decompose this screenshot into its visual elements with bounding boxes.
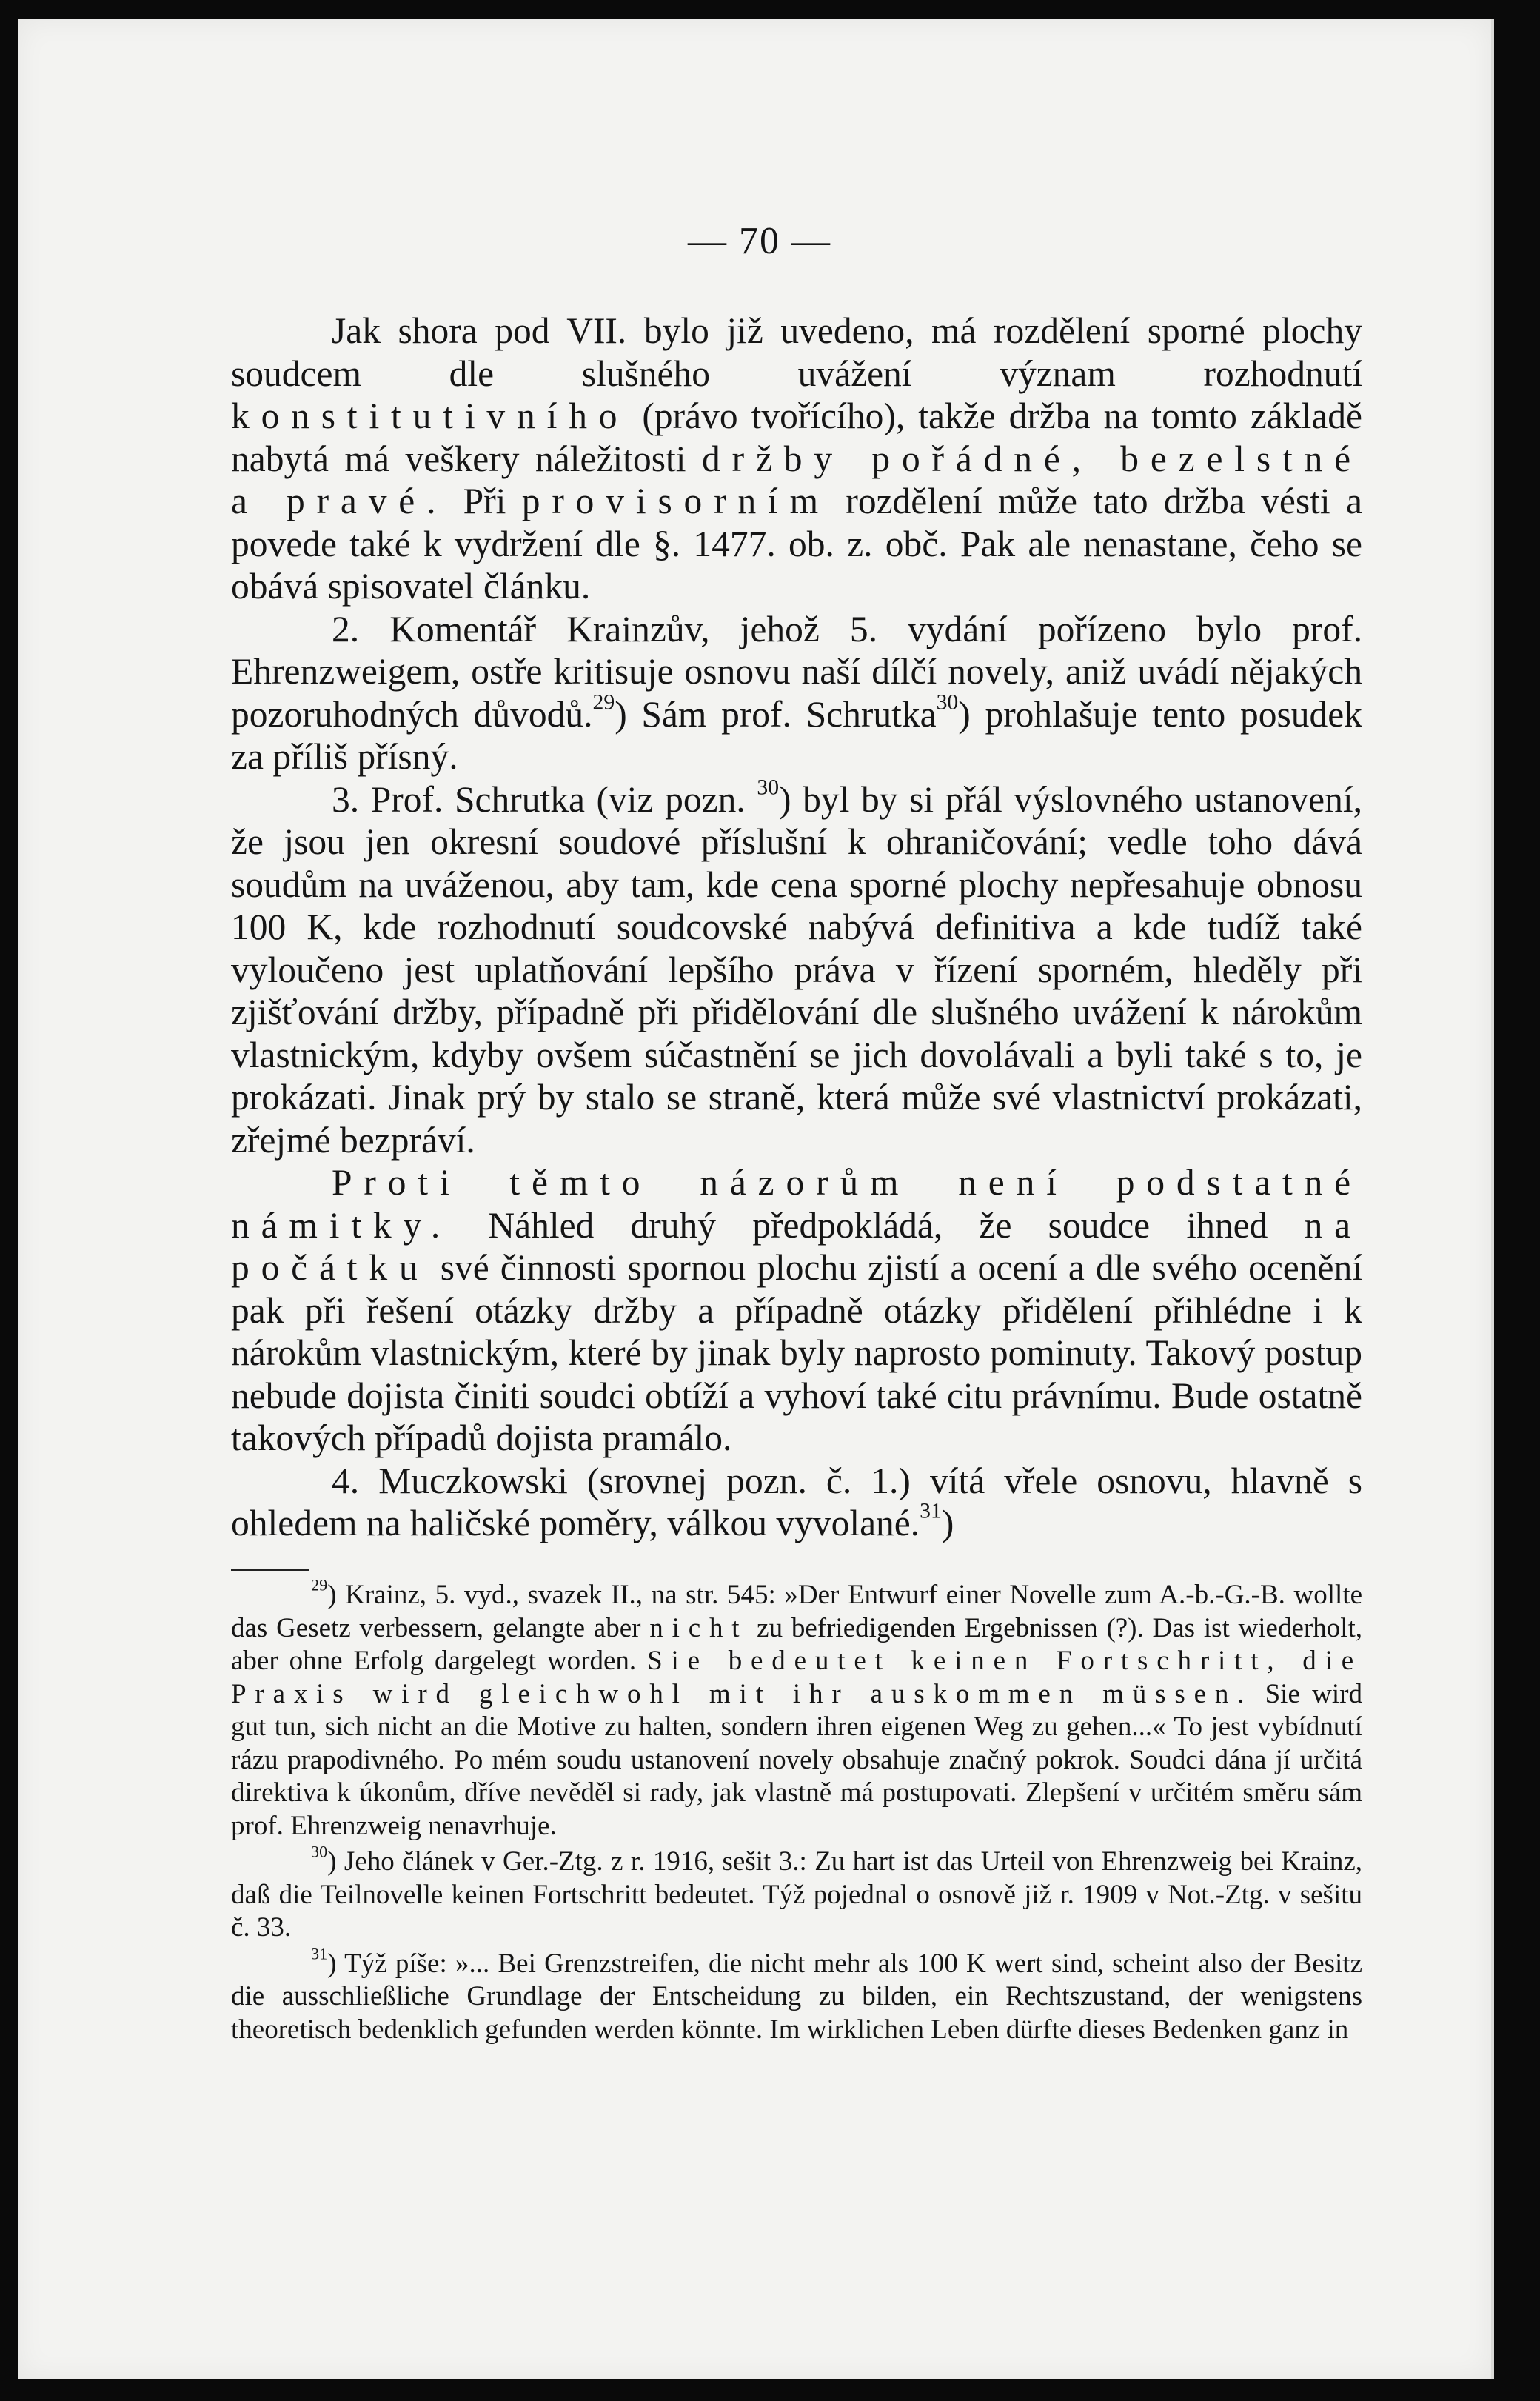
- footnote-ref-30b: 30: [757, 775, 780, 799]
- paragraph-5: 4. Muczkowski (srovnej pozn. č. 1.) vítá vřele osnovu, hlavně s ohledem na haličské poměry, válkou vyvolané.$^{31}$): [231, 1460, 1362, 1543]
- footnote-separator: [231, 1569, 309, 1571]
- paragraph-2: 2. Komentář Krainzův, jehož 5. vydání pořízeno bylo prof. Ehrenzweigem, ostře kritisuje osnovu naší dílčí novely, aniž uvádí nějakých pozoruhodných důvodů.$^{29}$) Sám prof. Schrutka$^{30}$) prohlašuje tento posudek za příliš přísný.: [231, 608, 1362, 777]
- footnote-31: $^{31}$) Týž píše: »... Bei Grenzstreifen, die nicht mehr als 100 K wert sind, scheint also der Besitz die ausschließliche Grundlage der Entscheidung zu bilden, ein Rechtszustand, der wenigstens theoretisch bedenklich gefunden werden könnte. Im wirklichen Leben dürfte dieses Bedenken ganz in: [231, 1943, 1362, 2045]
- page-edge: [1491, 19, 1494, 2379]
- page-number: — 70 —: [688, 220, 831, 262]
- main-text: [231, 310, 1362, 1545]
- footnote-30: $^{30}$) Jeho článek v Ger.-Ztg. z r. 1916, sešit 3.: Zu hart ist das Urteil von Ehrenzweig bei Krainz, daß die Teilnovelle keinen Fortschritt bedeutet. Týž pojednal o osnově již r. 1909 v Not.-Ztg. v sešitu č. 33.: [231, 1842, 1362, 1943]
- paragraph-4: Proti těmto názorům není podstatné námitky. Náhled druhý předpokládá, že soudce ihned na počátku své činnosti spornou plochu zjistí a ocení a dle svého ocenění pak při řešení otázky držby a případně otázky přidělení přihlédne i k nárokům vlastnickým, které by jinak byly naprosto pominuty. Takový postup nebude dojista činiti soudci obtíží a vyhoví také citu právnímu. Bude ostatně takových případů dojista pramálo.: [231, 1162, 1362, 1458]
- footnotes: [231, 1575, 1363, 2046]
- footnote-ref-29: 29: [592, 689, 615, 714]
- footnote-ref-30: 30: [936, 689, 959, 714]
- paragraph-1: Jak shora pod VII. bylo již uvedeno, má rozdělení sporné plochy soudcem dle slušného uvážení význam rozhodnutí konstitutivního (právo tvořícího), takže držba na tomto základě nabytá má veškery náležitosti držby pořádné, bezelstné a pravé. Při provisorním rozdělení může tato držba vésti a povede také k vydržení dle §. 1477. ob. z. obč. Pak ale nenastane, čeho se obává spisovatel článku.: [231, 310, 1362, 607]
- paragraph-3: 3. Prof. Schrutka (viz pozn. $^{30}$) byl by si přál výslovného ustanovení, že jsou jen okresní soudové příslušní k ohraničování; vedle toho dává soudům na uváženou, aby tam, kde cena sporné plochy nepřesahuje obnosu 100 K, kde rozhodnutí soudcovské nabývá definitiva a kde tudíž také vyloučeno jest uplatňování lepšího práva v řízení sporném, hleděly při zjišťování držby, případně při přidělování dle slušného uvážení k nárokům vlastnickým, kdyby ovšem súčastnění se jich dovolávali a byli také s to, je prokázati. Jinak prý by stalo se straně, která může své vlastnictví prokázati, zřejmé bezpráví.: [231, 775, 1363, 1161]
- footnote-ref-31: 31: [920, 1499, 942, 1523]
- footnote-29: $^{29}$) Krainz, 5. vyd., svazek II., na str. 545: »Der Entwurf einer Novelle zum A.-b.-G.-B. wollte das Gesetz verbessern, gelangte aber nicht zu befriedigenden Ergebnissen (?). Das ist wiederholt, aber ohne Erfolg dargelegt worden. Sie bedeutet keinen Fortschritt, die Praxis wird gleichwohl mit ihr auskommen müssen. Sie wird gut tun, sich nicht an die Motive zu halten, sondern ihren eigenen Weg zu gehen...« To jest vybídnutí rázu prapodivného. Po mém soudu ustanovení novely obsahuje značný pokrok. Soudci dána jí určitá direktiva k úkonům, dříve nevěděl si rady, jak vlastně má postupovati. Zlepšení v určitém směru sám prof. Ehrenzweig nenavrhuje.: [231, 1575, 1363, 1841]
